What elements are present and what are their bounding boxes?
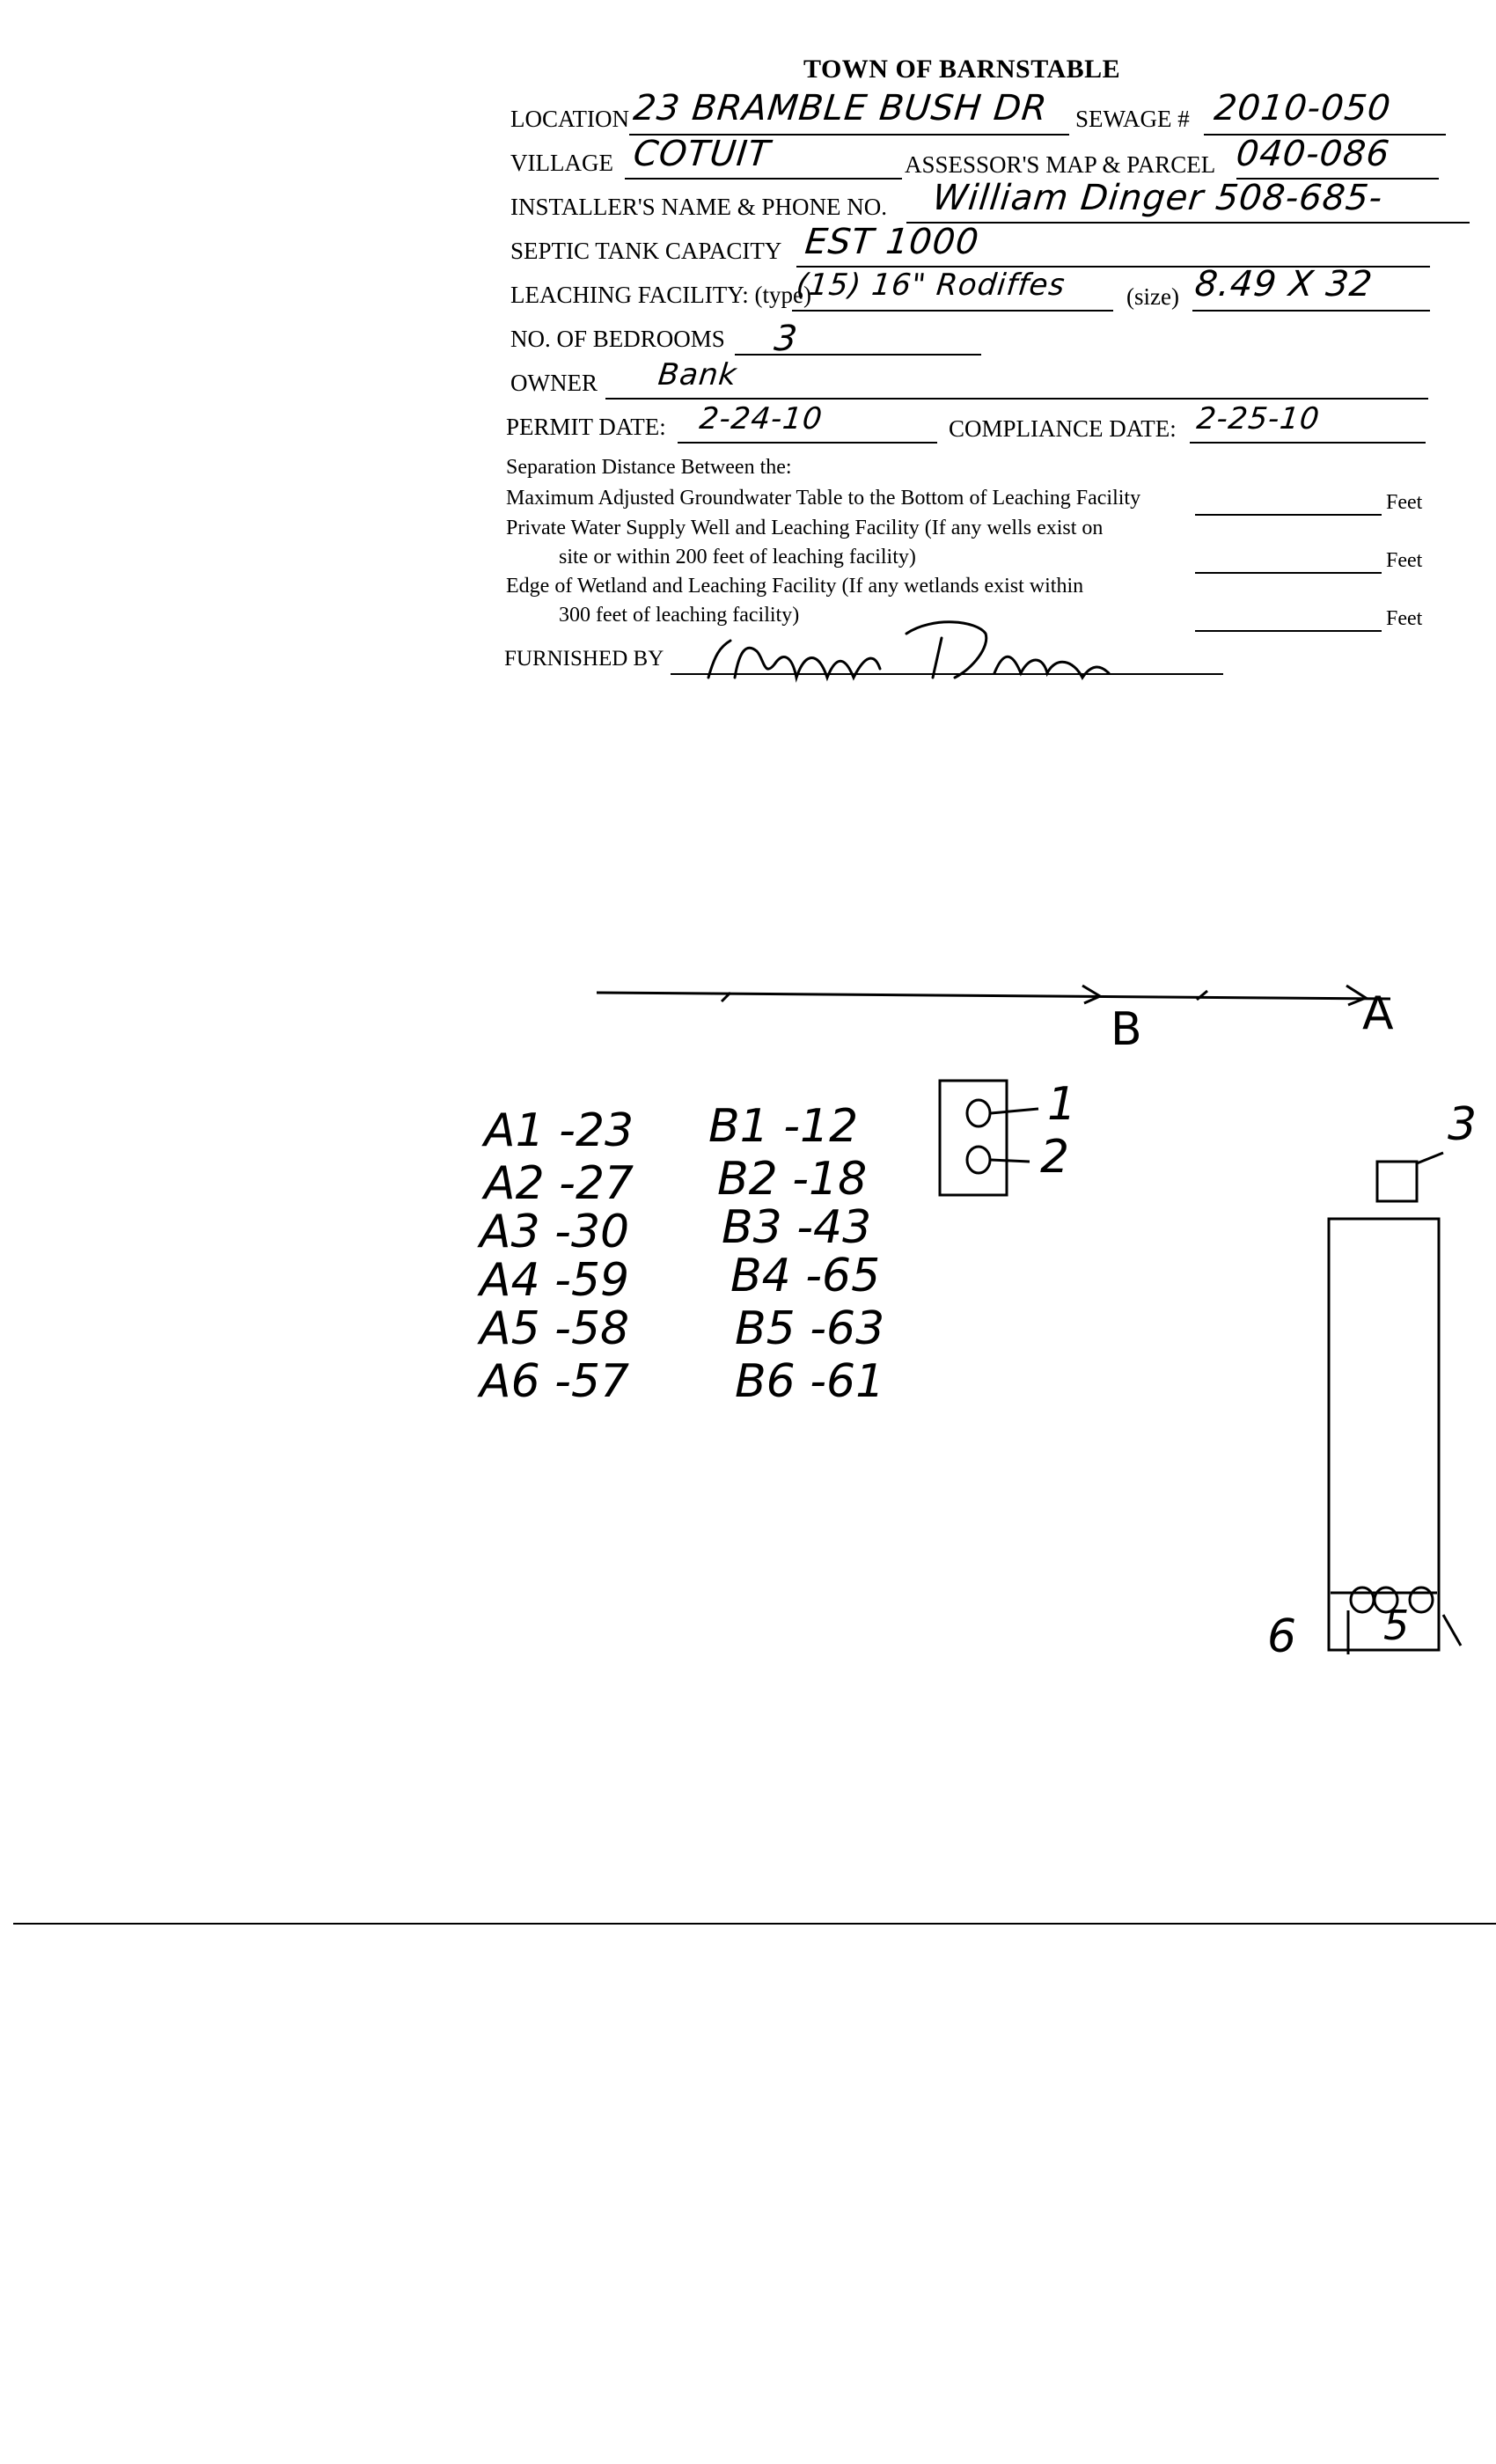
measurement-a6: A6 -57 xyxy=(480,1355,630,1408)
leaching-label: LEACHING FACILITY: (type) xyxy=(510,282,811,308)
form-title: TOWN OF BARNSTABLE xyxy=(803,55,1121,84)
separation-row3b: 300 feet of leaching facility) xyxy=(559,604,800,627)
location-value: 23 BRAMBLE BUSH DR xyxy=(631,88,1050,128)
baseline-label-a: A xyxy=(1362,987,1394,1040)
measurement-b2: B2 -18 xyxy=(717,1153,868,1206)
separation-row2a: Private Water Supply Well and Leaching Facility (If any wells exist on xyxy=(506,517,1104,539)
page-divider xyxy=(13,1923,1496,1925)
measurement-a4: A4 -59 xyxy=(480,1254,630,1307)
furnished-by-label: FURNISHED BY xyxy=(504,647,664,671)
permit-date-value: 2-24-10 xyxy=(697,401,825,436)
assessor-value: 040-086 xyxy=(1234,134,1392,174)
measurement-b3: B3 -43 xyxy=(722,1201,872,1254)
measurement-b5: B5 -63 xyxy=(735,1302,885,1355)
point-label-6: 6 xyxy=(1267,1610,1297,1663)
leaching-type-value: (15) 16" Rodiffes xyxy=(794,268,1067,303)
owner-label: OWNER xyxy=(510,370,598,396)
leaching-size-label: (size) xyxy=(1126,283,1179,310)
point-label-1: 1 xyxy=(1047,1078,1077,1131)
separation-row2b: site or within 200 feet of leaching facility) xyxy=(559,546,916,568)
point-label-5: 5 xyxy=(1383,1602,1410,1649)
field-pointer-5 xyxy=(1443,1615,1461,1646)
point-label-2: 2 xyxy=(1040,1131,1070,1184)
point-3-box xyxy=(1377,1162,1417,1201)
tank-pointer-2 xyxy=(991,1160,1030,1162)
field-circle-1 xyxy=(1351,1588,1374,1612)
tank-circle-1 xyxy=(967,1100,990,1126)
field-circle-3 xyxy=(1410,1588,1433,1612)
compliance-date-value: 2-25-10 xyxy=(1194,401,1322,436)
separation-row1-unit: Feet xyxy=(1386,491,1423,514)
measurement-b6: B6 -61 xyxy=(735,1355,885,1408)
permit-date-label: PERMIT DATE: xyxy=(506,414,666,440)
owner-value: Bank xyxy=(656,357,739,392)
bedrooms-label: NO. OF BEDROOMS xyxy=(510,326,725,352)
compliance-date-label: COMPLIANCE DATE: xyxy=(949,415,1177,442)
septic-value: EST 1000 xyxy=(803,222,982,262)
village-value: COTUIT xyxy=(631,134,773,174)
measurement-b1: B1 -12 xyxy=(708,1100,859,1153)
measurement-b4: B4 -65 xyxy=(730,1250,881,1302)
measurement-a5: A5 -58 xyxy=(480,1302,630,1355)
village-label: VILLAGE xyxy=(510,150,613,176)
sewage-value: 2010-050 xyxy=(1212,88,1393,128)
installer-value: William Dinger 508-685- xyxy=(930,178,1385,218)
separation-row3-unit: Feet xyxy=(1386,607,1423,630)
point-3-pointer xyxy=(1417,1153,1443,1163)
separation-row3a: Edge of Wetland and Leaching Facility (If any wetlands exist within xyxy=(506,575,1084,598)
separation-row1: Maximum Adjusted Groundwater Table to the Bottom of Leaching Facility xyxy=(506,487,1141,510)
location-label: LOCATION xyxy=(510,106,629,132)
measurement-a3: A3 -30 xyxy=(480,1206,630,1258)
assessor-label: ASSESSOR'S MAP & PARCEL xyxy=(905,151,1216,178)
leaching-field xyxy=(1329,1219,1439,1650)
tank-circle-2 xyxy=(967,1147,990,1173)
point-label-3: 3 xyxy=(1448,1098,1478,1151)
measurement-a1: A1 -23 xyxy=(484,1104,634,1157)
installer-label: INSTALLER'S NAME & PHONE NO. xyxy=(510,194,887,220)
septic-label: SEPTIC TANK CAPACITY xyxy=(510,238,782,264)
tank-pointer-1 xyxy=(991,1109,1038,1113)
sewage-label: SEWAGE # xyxy=(1075,106,1190,132)
measurement-a2: A2 -27 xyxy=(484,1157,634,1210)
baseline-label-b: B xyxy=(1111,1003,1142,1056)
tank-box xyxy=(940,1081,1007,1195)
leaching-size-value: 8.49 X 32 xyxy=(1192,264,1375,304)
bedrooms-value: 3 xyxy=(772,319,800,359)
separation-row2-unit: Feet xyxy=(1386,549,1423,572)
baseline-line xyxy=(597,993,1390,999)
separation-heading: Separation Distance Between the: xyxy=(506,456,792,479)
